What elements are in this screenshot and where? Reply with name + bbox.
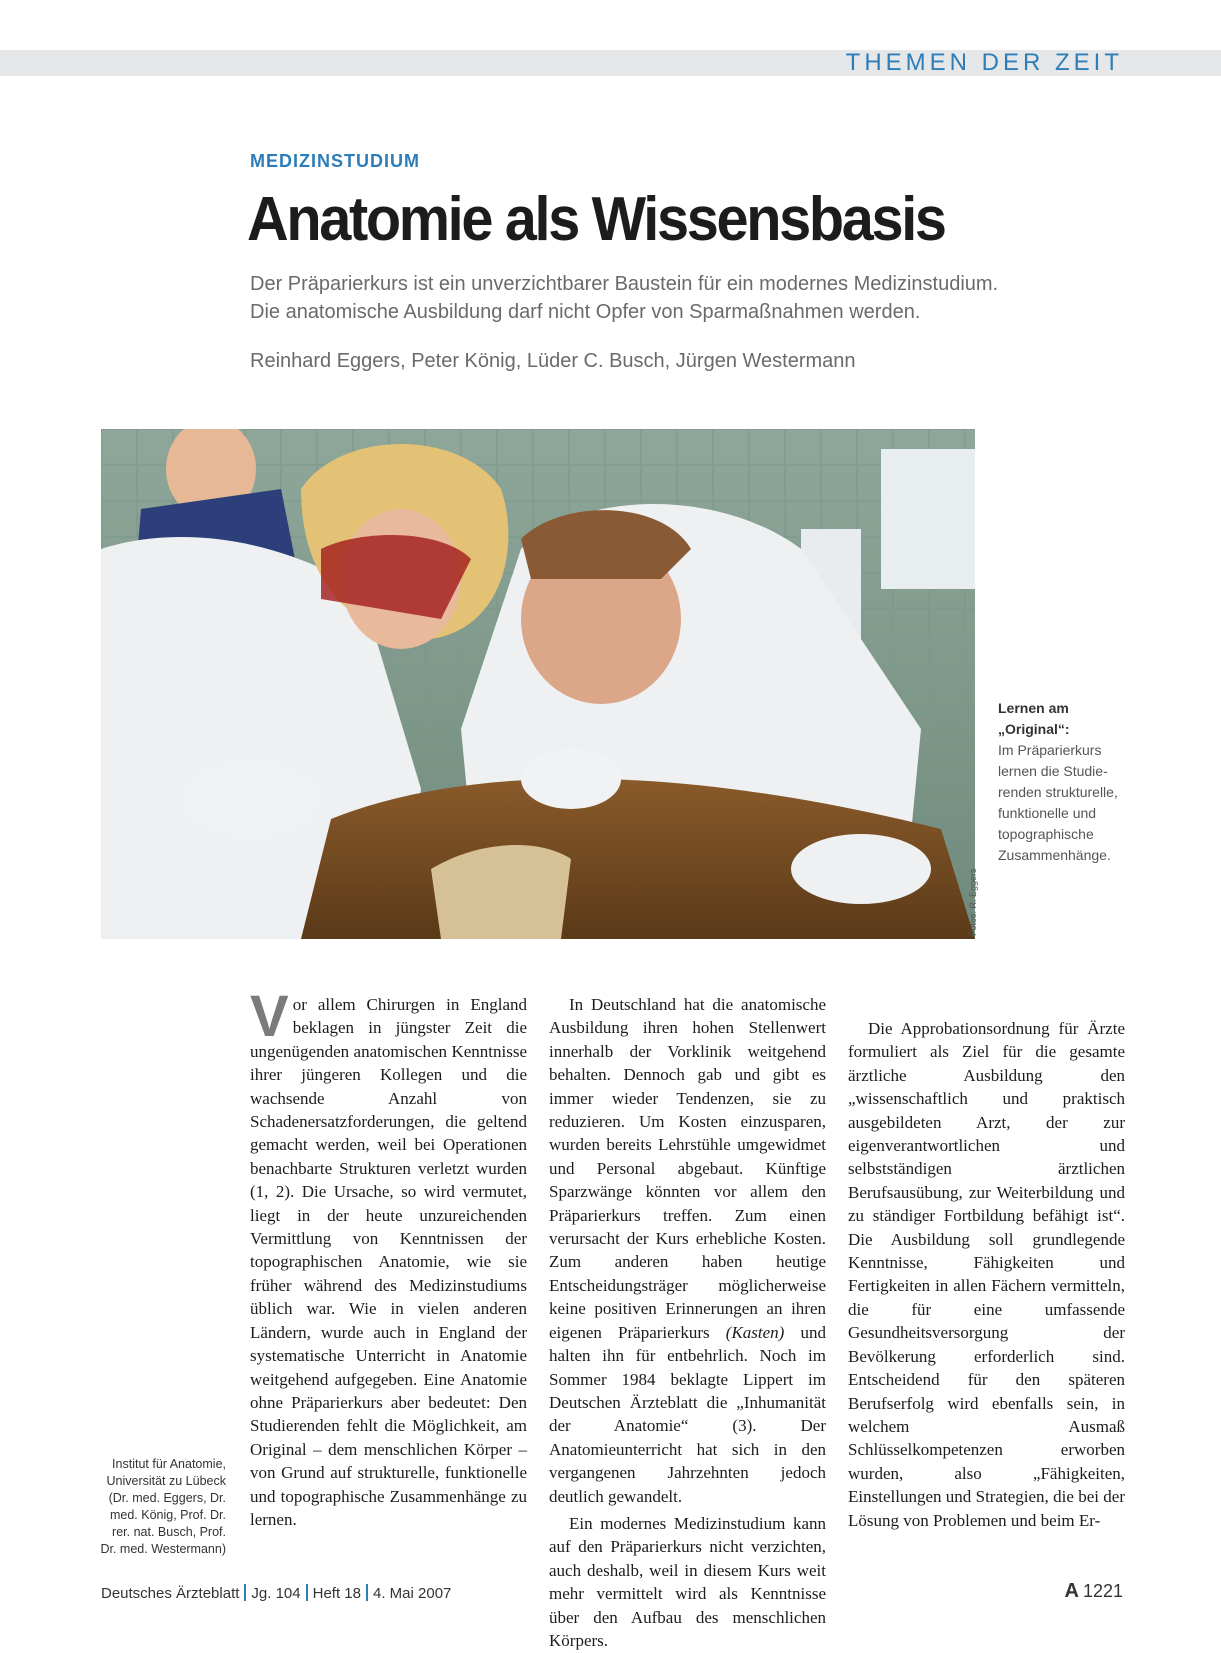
col1-paragraph: or allem Chirurgen in England beklagen in jüngster Zeit die ungenügenden anatomischen Kenntnisse ihrer jüngeren Kollegen und die wachsende Anzahl von Schadenersatzforderungen, die geltend gemacht werden, weil bei Operationen benachbarte Strukturen verletzt wurden (1, 2). Die Ursache, so wird vermutet, liegt in der heute unzureichenden Vermittlung von Kenntnissen der topographischen Anatomie, wie sie früher während des Medizinstudiums üblich war. Wie in vielen anderen Ländern, wurde auch in England der systematische Unterricht in Anatomie weitgehend aufgegeben. Eine Anatomie ohne Präparierkurs aber bedeutet: Den Studierenden fehlt die Möglichkeit, am Original – dem menschlichen Körper – von Grund auf strukturelle, funktionelle und topographische Zusammenhänge zu lernen. <box>250 995 527 1529</box>
footer-citation <box>101 1584 451 1602</box>
page-prefix: A <box>1064 1580 1079 1602</box>
subtitle-line-1: Der Präparierkurs ist ein unverzichtbarer Baustein für ein modernes Medizinstudium. <box>250 273 999 295</box>
kasten-reference: (Kasten) <box>725 1322 785 1342</box>
page-number <box>1065 1580 1124 1603</box>
caption-text: Im Präparierkurs lernen die Studierenden strukturelle, funktionelle und topographische Zusammenhänge. <box>998 742 1118 863</box>
body-column-1 <box>250 984 527 1531</box>
col2-paragraph-2: Ein modernes Medizinstudium kann auf den Präparierkurs nicht verzichten, auch deshalb, weil in diesem Kurs weit mehr vermittelt wird als Kenntnisse über den Aufbau des menschlichen Körpers. <box>549 1513 826 1650</box>
article-title: Anatomie als Wissensbasis <box>247 185 945 254</box>
caption-title: Lernen am „Original“: <box>998 700 1070 737</box>
footer-issue: Heft 18 <box>312 1585 361 1602</box>
author-affiliation: Institut für Anatomie, Universität zu Lübeck (Dr. med. Eggers, Dr. med. König, Prof. Dr. rer. nat. Busch, Prof. Dr. med. Westermann) <box>100 1457 226 1556</box>
footer-date: 4. Mai 2007 <box>373 1585 452 1602</box>
footer-separator <box>366 1584 368 1601</box>
body-column-2 <box>549 993 826 1652</box>
dissection-photo <box>101 429 975 939</box>
drop-cap: V <box>250 984 289 1049</box>
article-authors: Reinhard Eggers, Peter König, Lüder C. Busch, Jürgen Westermann <box>250 350 856 372</box>
footer-journal: Deutsches Ärzteblatt <box>101 1585 240 1602</box>
photo-caption <box>998 698 1128 866</box>
footer-separator <box>244 1584 246 1601</box>
col2-paragraph-part-a: In Deutschland hat die anatomische Ausbildung ihren hohen Stellenwert innerhalb der Vorklinik weitgehend behalten. Dennoch gab und gibt es immer wieder Tendenzen, sie zu reduzieren. Um Kosten einzusparen, wurden bereits Lehrstühle umgewidmet und Personal abgebaut. Künftige Sparzwänge könnten vor allem den Präparierkurs treffen. Zum einen verursacht der Kurs erhebliche Kosten. Zum anderen haben heutige Entscheidungsträger möglicherweise keine positiven Erinnerungen an ihren eigenen Präparierkurs <box>549 995 826 1342</box>
subtitle-line-2: Die anatomische Ausbildung darf nicht Opfer von Sparmaßnahmen werden. <box>250 301 921 323</box>
footer-volume: Jg. 104 <box>251 1585 301 1602</box>
col3-paragraph: Die Approbationsordnung für Ärzte formuliert als Ziel für die gesamte ärztliche Ausbildung den „wissenschaftlich und praktisch ausgebildeten Arzt, der zur eigenverantwortlichen und selbstständigen ärztlichen Berufsausübung, zur Weiterbildung und zu ständiger Fortbildung befähigt ist“. Die Ausbildung soll grundlegende Kenntnisse, Fähigkeiten und Fertigkeiten in allen Fächern vermitteln, die für eine umfassende Gesundheitsversorgung der Bevölkerung erforderlich sind. Entscheidend für den späteren Berufserfolg wird ebenfalls sein, in welchem Ausmaß Schlüsselkompetenzen erworben wurden, also „Fähigkeiten, Einstellungen und Strategien, die bei der Lösung von Problemen und beim Er- <box>848 1019 1125 1530</box>
photo-credit: Fotos: R. Eggers <box>968 868 978 936</box>
article-subtitle <box>250 270 1150 326</box>
body-column-3 <box>848 1017 1125 1532</box>
footer-separator <box>306 1584 308 1601</box>
page-number-value: 1221 <box>1082 1581 1123 1601</box>
section-label: THEMEN DER ZEIT <box>845 49 1123 76</box>
col2-paragraph-part-b: und halten ihn für entbehrlich. Noch im Sommer 1984 beklagte Lippert im Deutschen Ärzteblatt die „Inhumanität der Anatomie“ (3). Der Anatomieunterricht hat sich in den vergangenen Jahrzehnten jedoch deutlich gewandelt. <box>549 1322 826 1506</box>
article-kicker: MEDIZINSTUDIUM <box>250 151 420 171</box>
